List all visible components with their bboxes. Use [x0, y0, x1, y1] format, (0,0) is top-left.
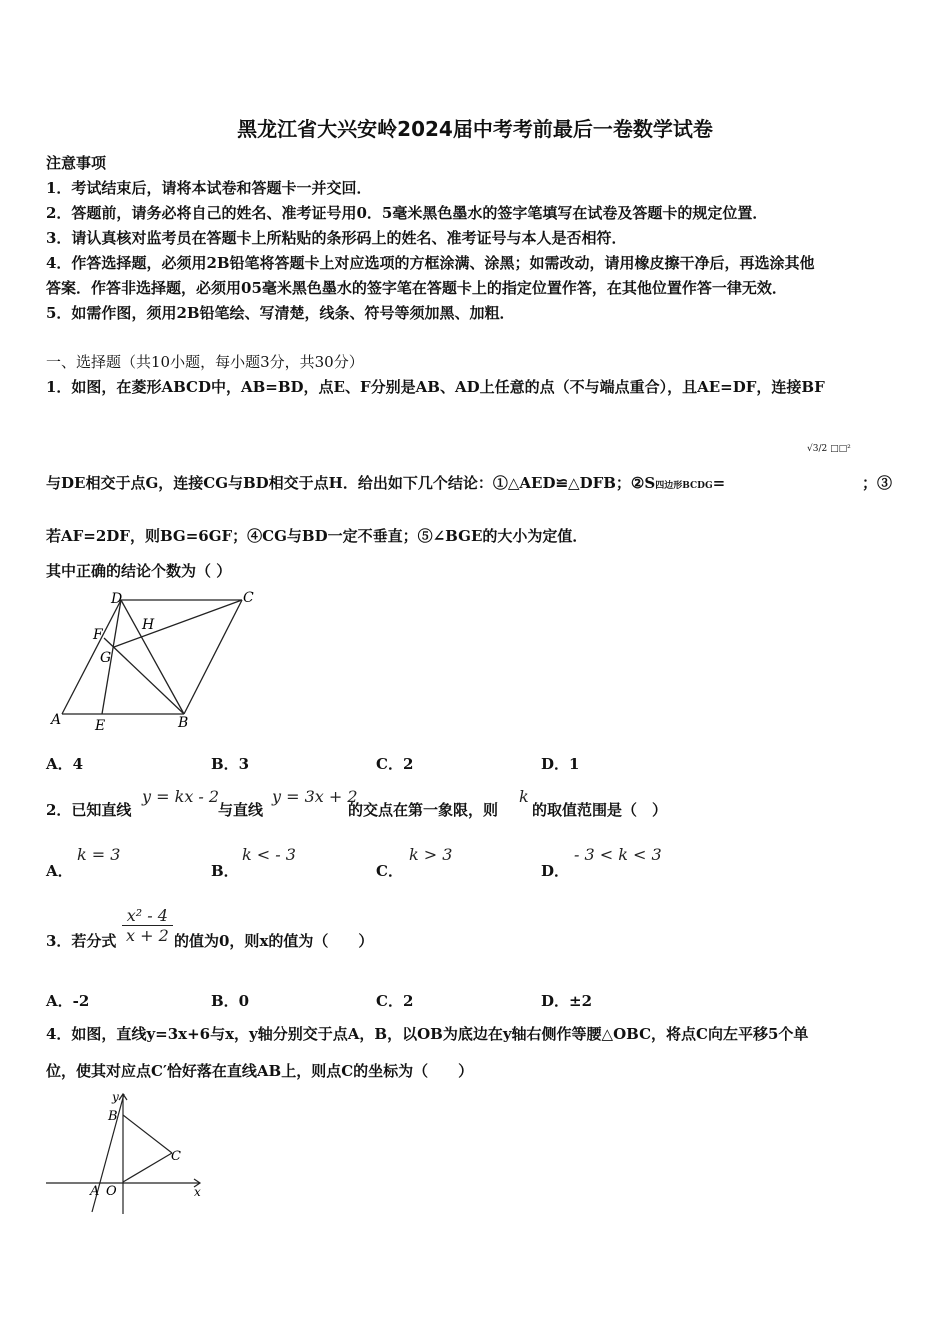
q3-numerator: x² - 4 — [122, 906, 173, 926]
q1-line3: 若AF=2DF，则BG=6GF；④CG与BD一定不垂直；⑤∠BGE的大小为定值． — [46, 527, 588, 545]
q1-line2 — [46, 473, 725, 496]
q2-mid: 与直线 — [218, 801, 264, 819]
q1-subscript: 四边形BCDG — [655, 481, 713, 491]
q1-formula: √3/2 □□² — [807, 444, 851, 454]
q1-line2-end: ；③ — [862, 474, 893, 492]
page-title: 黑龙江省大兴安岭2024届中考考前最后一卷数学试卷 — [237, 117, 713, 141]
notice-item: 5．如需作图，须用2B铅笔绘、写清楚，线条、符号等须加黑、加粗． — [46, 304, 515, 322]
q1-option-d: D．1 — [541, 755, 580, 773]
rhombus-figure — [46, 588, 266, 733]
label-E: E — [95, 718, 106, 733]
q1-line1: 1．如图，在菱形ABCD中，AB=BD，点E、F分别是AB、AD上任意的点（不与端点重合），且AE=DF，连接BF — [46, 378, 825, 396]
label-C: C — [171, 1149, 181, 1164]
label-B: B — [108, 1109, 118, 1124]
label-D: D — [111, 591, 123, 607]
q4-line1: 4．如图，直线y=3x+6与x，y轴分别交于点A，B，以OB为底边在y轴右侧作等腰△OBC，将点C向左平移5个单 — [46, 1025, 809, 1043]
label-G: G — [100, 650, 112, 666]
q2-suffix1: 的交点在第一象限，则 — [348, 801, 499, 819]
label-F: F — [93, 627, 103, 643]
label-O: O — [106, 1184, 117, 1199]
label-H: H — [142, 617, 155, 633]
q2-option-c-expr: k > 3 — [409, 845, 453, 864]
notice-item: 4．作答选择题，必须用2B铅笔将答题卡上对应选项的方框涂满、涂黑；如需改动，请用橡皮擦干净后，再选涂其他 — [46, 254, 815, 272]
q2-option-a-letter: A． — [46, 862, 73, 880]
q2-option-a-expr: k = 3 — [77, 845, 121, 864]
notice-heading: 注意事项 — [46, 154, 107, 172]
q2-eq2: y = 3x + 2 — [272, 787, 358, 806]
q2-option-d-expr: - 3 < k < 3 — [574, 845, 662, 864]
q2-option-d-letter: D． — [541, 862, 570, 880]
q3-suffix: 的值为0，则x的值为（ ） — [174, 932, 374, 950]
label-A: A — [90, 1184, 100, 1199]
q3-option-a: A．-2 — [46, 992, 90, 1010]
q4-line2: 位，使其对应点C′恰好落在直线AB上，则点C的坐标为（ ） — [46, 1062, 474, 1080]
label-x: x — [194, 1185, 201, 1199]
q3-option-d: D．±2 — [541, 992, 593, 1010]
notice-item: 3．请认真核对监考员在答题卡上所粘贴的条形码上的姓名、准考证号与本人是否相符． — [46, 229, 627, 247]
q3-prefix: 3．若分式 — [46, 932, 117, 950]
notice-item: 1．考试结束后，请将本试卷和答题卡一并交回． — [46, 179, 372, 197]
label-A: A — [51, 712, 62, 728]
section-heading: 一、选择题（共10小题，每小题3分，共30分） — [46, 353, 364, 371]
q2-k: k — [519, 787, 529, 806]
q2-option-b-expr: k < - 3 — [242, 845, 296, 864]
q2-eq1: y = kx - 2 — [142, 787, 220, 806]
q1-equals: = — [712, 474, 726, 492]
label-y: y — [112, 1090, 119, 1104]
q1-option-a: A．4 — [46, 755, 84, 773]
q2-option-b-letter: B． — [211, 862, 239, 880]
q3-fraction — [122, 906, 173, 945]
q1-line2-text: 与DE相交于点G，连接CG与BD相交于点H．给出如下几个结论：①△AED≌△DFB；②S — [46, 474, 656, 492]
q1-option-b: B．3 — [211, 755, 250, 773]
q2-suffix2: 的取值范围是（ ） — [532, 801, 668, 819]
q3-option-c: C．2 — [376, 992, 414, 1010]
q1-option-c: C．2 — [376, 755, 414, 773]
q1-line4: 其中正确的结论个数为（ ） — [46, 562, 232, 580]
q2-prefix: 2．已知直线 — [46, 801, 132, 819]
coordinate-figure — [44, 1090, 204, 1216]
notice-item: 答案．作答非选择题，必须用05毫米黑色墨水的签字笔在答题卡上的指定位置作答，在其他位置作答一律无效． — [46, 279, 787, 297]
label-C: C — [243, 590, 254, 606]
notice-item: 2．答题前，请务必将自己的姓名、准考证号用0．5毫米黑色墨水的签字笔填写在试卷及答题卡的规定位置． — [46, 204, 768, 222]
q3-option-b: B．0 — [211, 992, 250, 1010]
label-B: B — [178, 715, 189, 731]
q2-option-c-letter: C． — [376, 862, 403, 880]
q3-denominator: x + 2 — [126, 926, 169, 945]
